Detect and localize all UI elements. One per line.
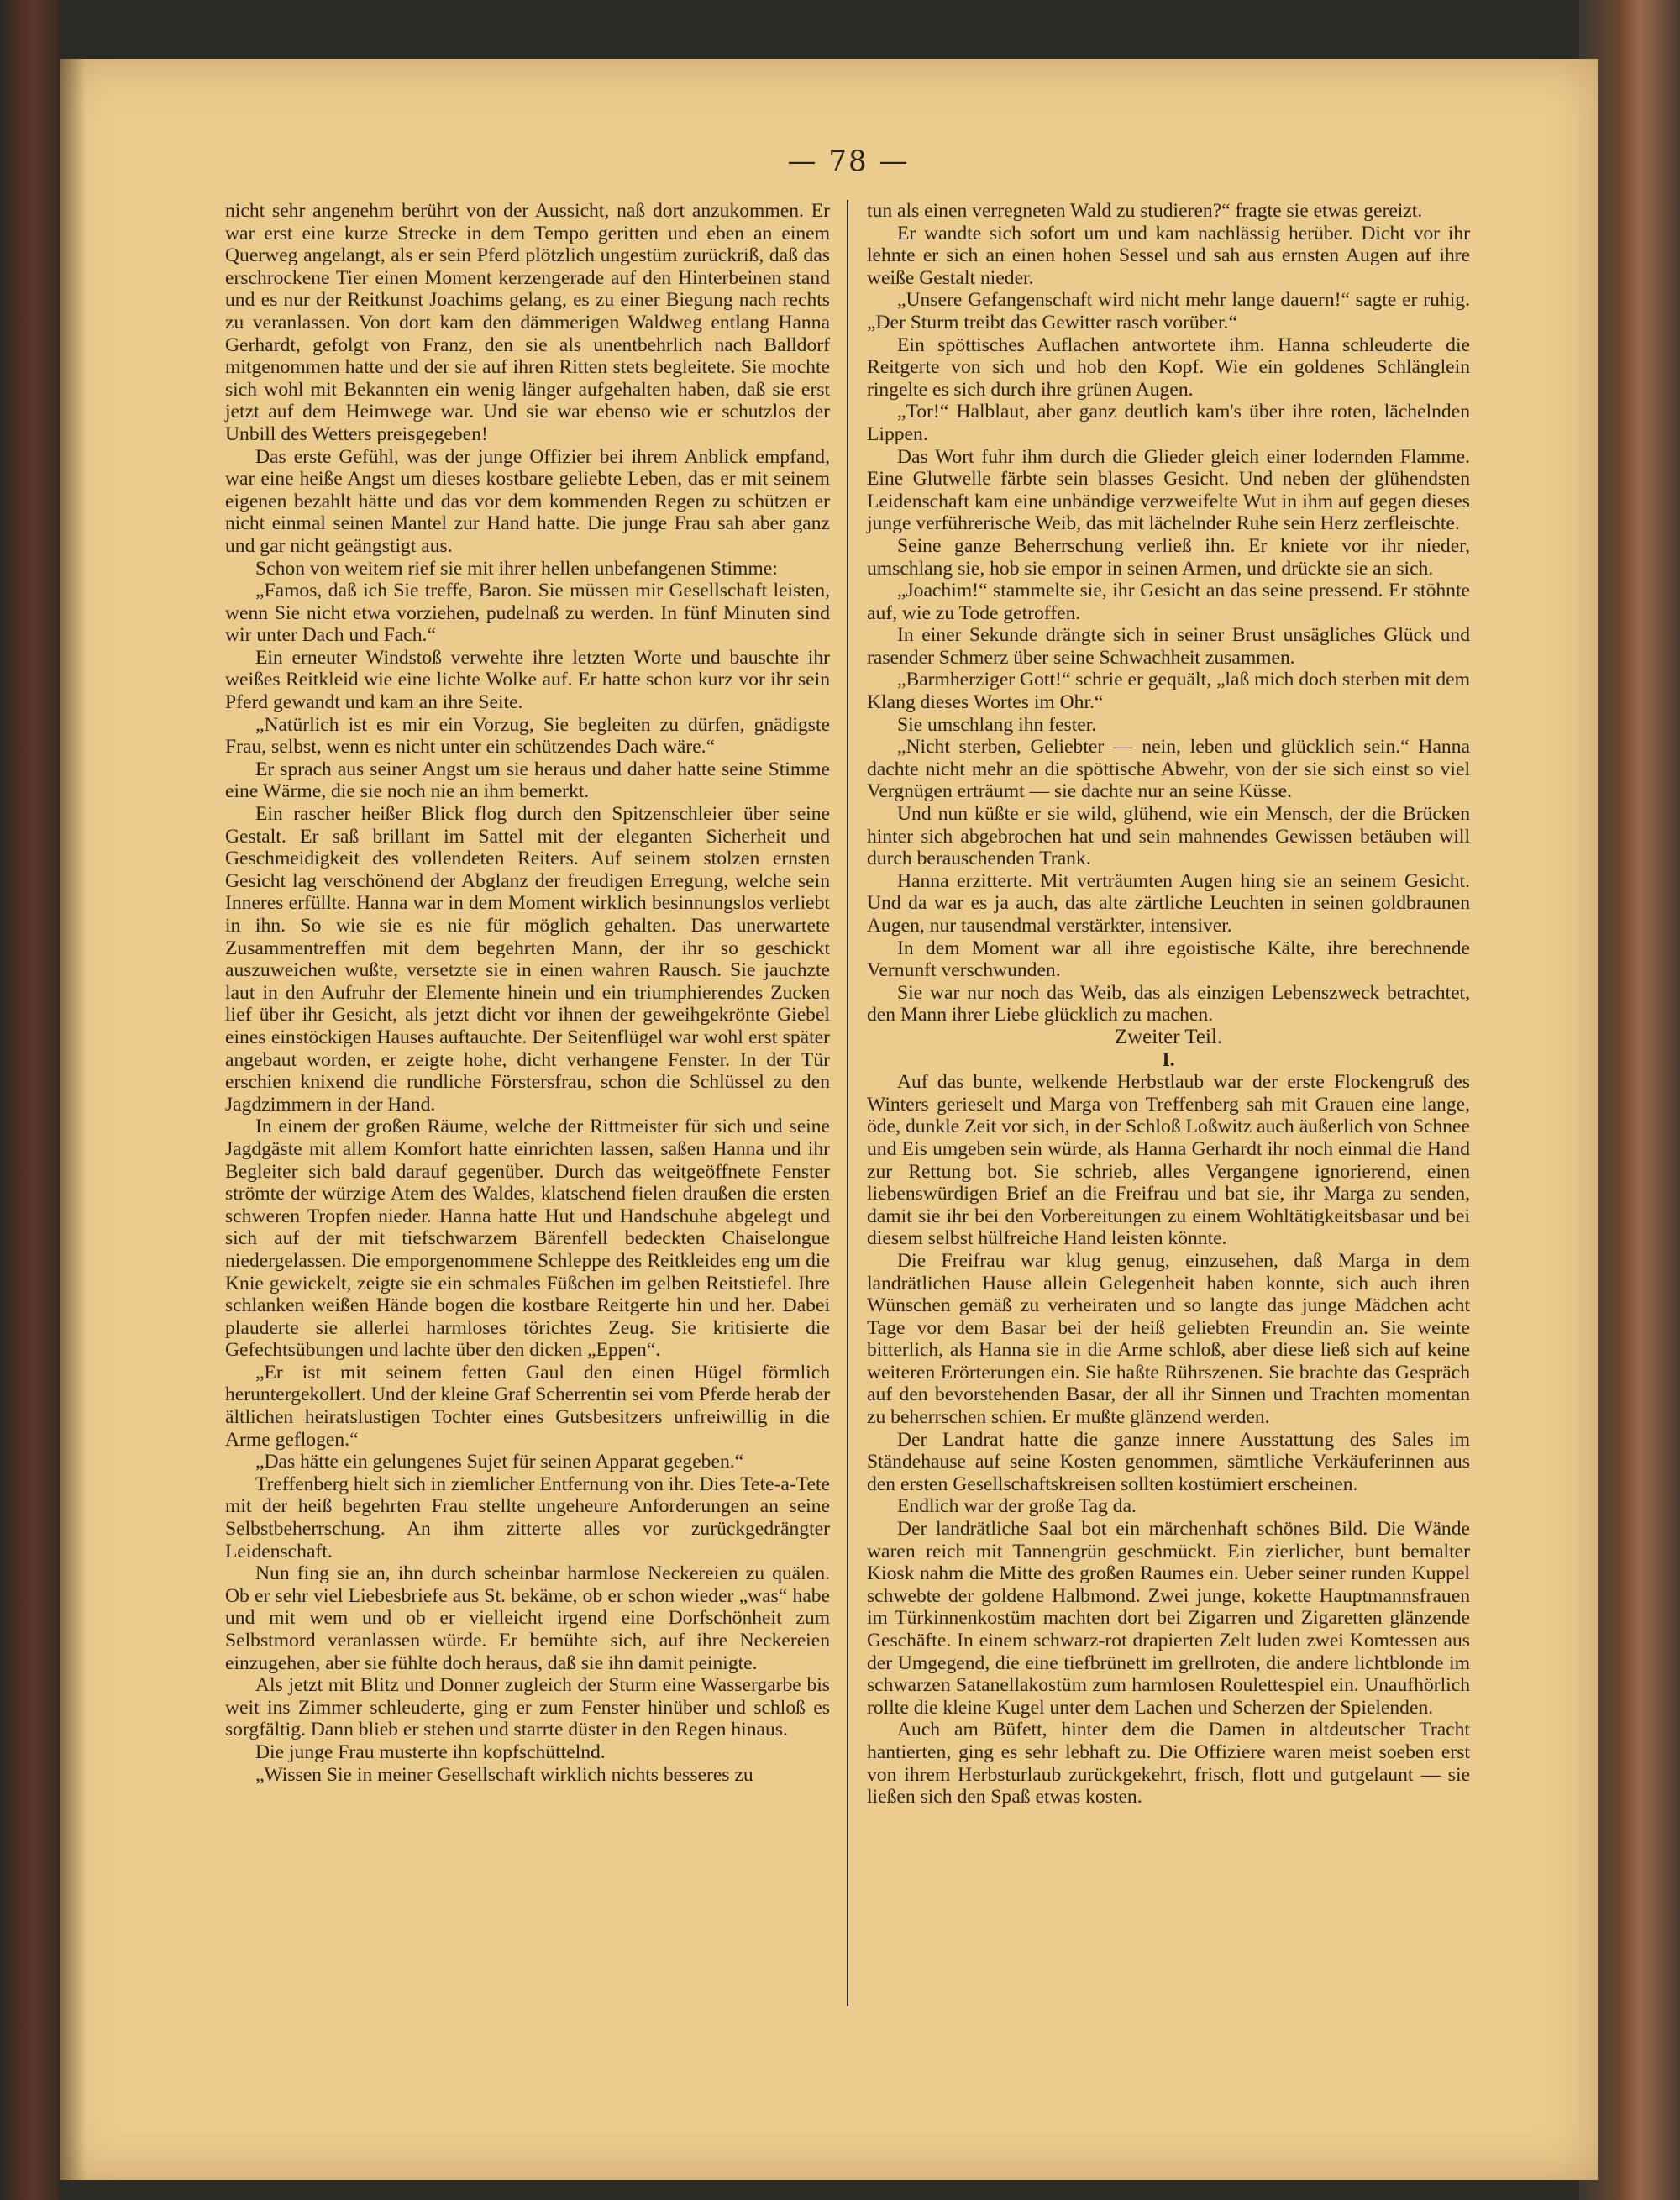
- paragraph: Der Landrat hatte die ganze innere Ausstattung des Sales im Ständehause auf seine Kosten genommen, sämtliche Verkäuferinnen aus den ersten Gesellschaftskreisen sollten kostümiert erscheinen.: [867, 1428, 1470, 1495]
- paragraph: „Famos, daß ich Sie treffe, Baron. Sie müssen mir Gesellschaft leisten, wenn Sie nicht etwa vorziehen, pudelnaß zu werden. In fünf Minuten sind wir unter Dach und Fach.“: [225, 580, 830, 647]
- paragraph: In einer Sekunde drängte sich in seiner Brust unsägliches Glück und rasender Schmerz über seine Schwachheit zusammen.: [867, 624, 1470, 669]
- paragraph: Sie war nur noch das Weib, das als einzigen Lebenszweck betrachtet, den Mann ihrer Liebe glücklich zu machen.: [867, 981, 1470, 1026]
- paragraph: Auf das bunte, welkende Herbstlaub war der erste Flockengruß des Winters gerieselt und Marga von Treffenberg sah mit Grauen eine lange, öde, dunkle Zeit vor sich, in der Schloß Loßwitz auch äußerlich von Schnee und Eis umgeben sein würde, als Hanna Gerhardt ihr noch einmal die Hand zur Rettung bot. Sie schrieb, alles Vergangene ignorierend, einen liebenswürdigen Brief an die Freifrau und bat sie, ihr Marga zu senden, damit sie ihr bei den Vorbereitungen zu einem Wohltätigkeitsbasar und bei diesem selbst hülfreiche Hand leisten könnte.: [867, 1071, 1470, 1250]
- page-number: — 78 —: [787, 144, 910, 178]
- paragraph: „Tor!“ Halblaut, aber ganz deutlich kam's über ihre roten, lächelnden Lippen.: [867, 401, 1470, 445]
- paragraph: Die junge Frau musterte ihn kopfschüttelnd.: [255, 1741, 606, 1763]
- paragraph: Der landrätliche Saal bot ein märchenhaft schönes Bild. Die Wände waren reich mit Tannengrün geschmückt. Ein zierlicher, bunt bemalter Kiosk nahm die Mitte des großen Raumes ein. Ueber seiner runden Kuppel schwebte der goldene Halbmond. Zwei junge, kokette Hauptmannsfrauen im Türkinnenkostüm machten dort bei Zigarren und Zigaretten glänzende Geschäfte. In einem schwarz-rot drapierten Zelt luden zwei Komtessen aus der Umgegend, die eine tiefbrünett im grellroten, die andere lichtblonde im schwarzen Satanellakostüm zum harmlosen Roulettespiel ein. Unaufhörlich rollte die kleine Kugel unter dem Lachen und Scherzen der Spielenden.: [867, 1518, 1470, 1719]
- paragraph: Das Wort fuhr ihm durch die Glieder gleich einer lodernden Flamme. Eine Glutwelle färbte sein blasses Gesicht. Und neben der glühendsten Leidenschaft kam eine unbändige verzweifelte Wut in ihm auf gegen dieses junge verführerische Weib, das mit lächelnder Ruhe sein Herz zerfleischte.: [867, 445, 1470, 535]
- paragraph: tun als einen verregneten Wald zu studieren?“ fragte sie etwas gereizt.: [867, 200, 1423, 222]
- paragraph: „Barmherziger Gott!“ schrie er gequält, „laß mich doch sterben mit dem Klang dieses Wortes im Ohr.“: [867, 669, 1470, 714]
- paragraph: Ein rascher heißer Blick flog durch den Spitzenschleier über seine Gestalt. Er saß brillant im Sattel mit der eleganten Sicherheit und Geschmeidigkeit des vollendeten Reiters. Auf seinem stolzen ernsten Gesicht lag verschönend der Abglanz der freudigen Erregung, welche sein Inneres erfüllte. Hanna war in dem Moment wirklich besinnungslos verliebt in ihn. So wie sie es nie für möglich gehalten. Das unerwartete Zusammentreffen mit dem begehrten Mann, der ihr so geschickt auszuweichen wußte, versetzte sie in einen wahren Rausch. Sie jauchzte laut in den Aufruhr der Elemente hinein und ein triumphierendes Zucken lief über ihr Gesicht, als jetzt dicht vor ihnen der geweihgekrönte Giebel eines einstöckigen Hauses auftauchte. Der Seitenflügel war wohl erst später angebaut worden, er zeigte hohe, dicht verhangene Fenster. In der Tür erschien knixend die rundliche Förstersfrau, schon die Schlüssel zu den Jagdzimmern in der Hand.: [225, 803, 830, 1116]
- paragraph: Die Freifrau war klug genug, einzusehen, daß Marga in dem landrätlichen Hause allein Gelegenheit haben konnte, sich auch ihren Wünschen gemäß zu verheiraten und so langte das junge Mädchen acht Tage vor dem Basar bei der heiß geliebten Freundin an. Sie weinte bitterlich, als Hanna sie in die Arme schloß, aber diese ließ sich auf keine weiteren Erörterungen ein. Sie haßte Rührszenen. Sie brachte das Gespräch auf den bevorstehenden Basar, der all ihr Sinnen und Trachten momentan zu beherrschen schien. Er mußte glänzend werden.: [867, 1249, 1470, 1429]
- paragraph: Treffenberg hielt sich in ziemlicher Entfernung von ihr. Dies Tete-a-Tete mit der heiß begehrten Frau stellte ungeheure Anforderungen an seine Selbstbeherrschung. An ihm zitterte alles vor zurückgedrängter Leidenschaft.: [225, 1473, 830, 1562]
- paragraph: Ein spöttisches Auflachen antwortete ihm. Hanna schleuderte die Reitgerte von sich und hob den Kopf. Wie ein goldenes Schlänglein ringelte es sich durch ihre grünen Augen.: [867, 333, 1470, 401]
- paragraph: „Unsere Gefangenschaft wird nicht mehr lange dauern!“ sagte er ruhig. „Der Sturm treibt das Gewitter rasch vorüber.“: [867, 289, 1470, 333]
- paragraph: „Er ist mit seinem fetten Gaul den einen Hügel förmlich heruntergekollert. Und der kleine Graf Scherrentin sei vom Pferde herab der ältlichen heiratslustigen Tochter eines Gutsbesitzers unfreiwillig in die Arme geflogen.“: [225, 1361, 830, 1451]
- paragraph: „Wissen Sie in meiner Gesellschaft wirklich nichts besseres zu: [255, 1763, 753, 1786]
- book-spine: [0, 0, 59, 2200]
- paragraph: Ein erneuter Windstoß verwehte ihre letzten Worte und bauschte ihr weißes Reitkleid wie eine lichte Wolke auf. Er hatte schon kurz vor ihr sein Pferd gewandt und kam an ihre Seite.: [225, 646, 830, 714]
- paragraph: Nun fing sie an, ihn durch scheinbar harmlose Neckereien zu quälen. Ob er sehr viel Liebesbriefe aus St. bekäme, ob er schon wieder „was“ habe und mit wem und ob er vielleicht irgend eine Dorfschönheit zum Selbstmord veranlassen würde. Er bemühte sich, auf ihre Neckereien einzugehen, aber sie fühlte doch heraus, daß sie ihn damit peinigte.: [225, 1562, 830, 1674]
- paragraph: „Joachim!“ stammelte sie, ihr Gesicht an das seine pressend. Er stöhnte auf, wie zu Tode getroffen.: [867, 580, 1470, 624]
- paragraph: Sie umschlang ihn fester.: [897, 713, 1097, 736]
- paragraph: Als jetzt mit Blitz und Donner zugleich der Sturm eine Wassergarbe bis weit ins Zimmer schleuderte, ging er zum Fenster hinüber und schloß es sorgfältig. Dann blieb er stehen und starrte düster in den Regen hinaus.: [225, 1674, 830, 1741]
- paragraph: Er wandte sich sofort um und kam nachlässig herüber. Dicht vor ihr lehnte er sich an einen hohen Sessel und sah aus ernsten Augen auf ihre weiße Gestalt nieder.: [867, 222, 1470, 289]
- paragraph: nicht sehr angenehm berührt von der Aussicht, naß dort anzukommen. Er war erst eine kurze Strecke in dem Tempo geritten und eben an einem Querweg angelangt, als er sein Pferd plötzlich ungestüm zurückriß, daß das erschrockene Tier einen Moment kerzengerade auf den Hinterbeinen stand und es nur der Reitkunst Joachims gelang, es zu einer Biegung nach rechts zu veranlassen. Von dort kam den dämmerigen Waldweg entlang Hanna Gerhardt, gefolgt von Franz, den sie als unentbehrlich nach Balldorf mitgenommen hatte und der sie auf ihren Ritten stets begleitete. Sie mochte sich wohl mit Bekannten ein wenig länger aufgehalten haben, daß sie erst jetzt auf dem Heimwege war. Und sie war ebenso wie er schutzlos der Unbill des Wetters preisgegeben!: [225, 200, 830, 445]
- chapter-numeral: I.: [1162, 1048, 1175, 1071]
- paragraph: Er sprach aus seiner Angst um sie heraus und daher hatte seine Stimme eine Wärme, die sie noch nie an ihm bemerkt.: [225, 758, 830, 803]
- paragraph: Auch am Büfett, hinter dem die Damen in altdeutscher Tracht hantierten, ging es sehr lebhaft zu. Die Offiziere waren meist soeben erst von ihrem Herbsturlaub zurückgekehrt, frisch, flott und gutgelaunt — sie ließen sich den Spaß etwas kosten.: [867, 1719, 1470, 1809]
- paragraph: „Natürlich ist es mir ein Vorzug, Sie begleiten zu dürfen, gnädigste Frau, selbst, wenn es nicht unter ein schützendes Dach wäre.“: [225, 713, 830, 759]
- paragraph: In einem der großen Räume, welche der Rittmeister für sich und seine Jagdgäste mit allem Komfort hatte einrichten lassen, saßen Hanna und ihr Begleiter sich bald darauf gegenüber. Durch das weitgeöffnete Fenster strömte der würzige Atem des Waldes, klatschend fielen draußen die ersten schweren Tropfen nieder. Hanna hatte Hut und Handschuhe abgelegt und sich auf der mit tiefschwarzem Bärenfell bedeckten Chaiselongue niedergelassen. Die emporgenommene Schleppe des Reitkleides eng um die Knie gewickelt, zeigte sie ein schmales Füßchen im gelben Reitstiefel. Ihre schlanken weißen Hände bogen die kostbare Reitgerte hin und her. Dabei plauderte sie allerlei harmloses törichtes Zeug. Sie kritisierte die Gefechtsübungen und lachte über den dicken „Eppen“.: [225, 1116, 830, 1362]
- paragraph: Schon von weitem rief sie mit ihrer hellen unbefangenen Stimme:: [255, 557, 778, 580]
- paragraph: Seine ganze Beherrschung verließ ihn. Er kniete vor ihr nieder, umschlang sie, hob sie empor in seinen Armen, und drückte sie an sich.: [867, 534, 1470, 580]
- section-heading: Zweiter Teil.: [1114, 1025, 1223, 1048]
- paragraph: Endlich war der große Tag da.: [897, 1495, 1137, 1518]
- paragraph: Und nun küßte er sie wild, glühend, wie ein Mensch, der die Brücken hinter sich abgebrochen hat und sein mahnendes Gewissen betäuben will durch berauschenden Trank.: [867, 803, 1470, 870]
- paragraph: „Nicht sterben, Geliebter — nein, leben und glücklich sein.“ Hanna dachte nicht mehr an die spöttische Abwehr, von der sie sich einst so viel Vergnügen erträumt — sie dachte nur an seine Küsse.: [867, 736, 1470, 803]
- paragraph: In dem Moment war all ihre egoistische Kälte, ihre berechnende Vernunft verschwunden.: [867, 937, 1470, 982]
- column-divider: [847, 200, 848, 2006]
- paragraph: Hanna erzitterte. Mit verträumten Augen hing sie an seinem Gesicht. Und da war es ja auch, das alte zärtliche Leuchten in seinen goldbraunen Augen, nur tausendmal verstärkter, intensiver.: [867, 869, 1470, 937]
- paragraph: „Das hätte ein gelungenes Sujet für seinen Apparat gegeben.“: [255, 1451, 744, 1473]
- left-text-column: [225, 200, 830, 1786]
- gutter-shadow: [60, 59, 86, 2180]
- right-text-column: [867, 200, 1470, 1809]
- paragraph: Das erste Gefühl, was der junge Offizier bei ihrem Anblick empfand, war eine heiße Angst um dieses kostbare geliebte Leben, das er mit seinem eigenen bezahlt hätte und das vor dem kommenden Regen zu schützen er nicht einmal seinen Mantel zur Hand hatte. Die junge Frau sah aber ganz und gar nicht geängstigt aus.: [225, 445, 830, 557]
